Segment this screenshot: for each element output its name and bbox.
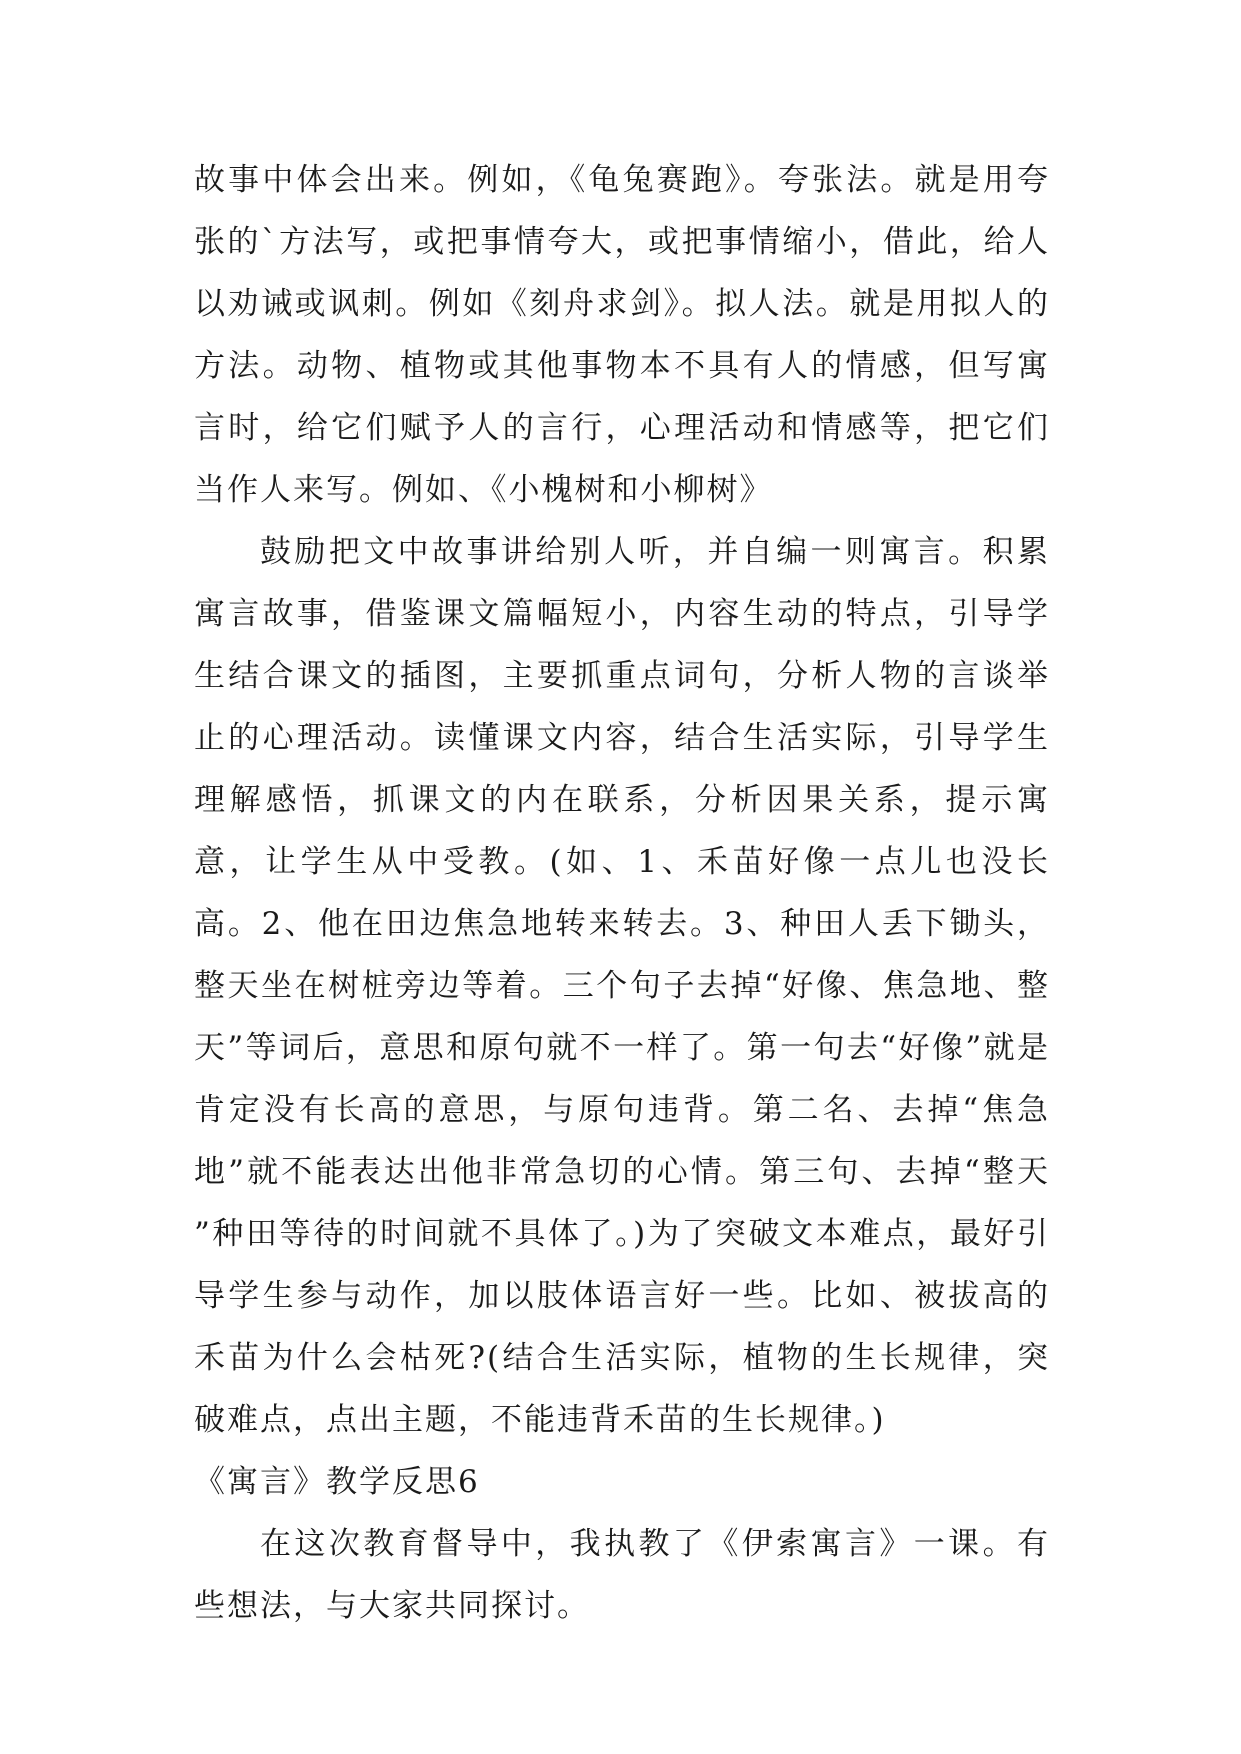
document-page bbox=[194, 149, 1050, 1637]
section-paragraph: 在这次教育督导中，我执教了《伊索寓言》一课。有些想法，与大家共同探讨。 bbox=[194, 1526, 1050, 1624]
section-title: 《寓言》教学反思6 bbox=[194, 1464, 480, 1500]
body-paragraph-1: 故事中体会出来。例如，《龟兔赛跑》。夸张法。就是用夸张的`方法写，或把事情夸大，或把事情缩小，借此，给人以劝诫或讽刺。例如《刻舟求剑》。拟人法。就是用拟人的方法。动物、植物或其他事物本不具有人的情感，但写寓言时，给它们赋予人的言行，心理活动和情感等，把它们当作人来写。例如、《小槐树和小柳树》 bbox=[194, 162, 1050, 508]
body-paragraph-2: 鼓励把文中故事讲给别人听，并自编一则寓言。积累寓言故事，借鉴课文篇幅短小，内容生动的特点，引导学生结合课文的插图，主要抓重点词句，分析人物的言谈举止的心理活动。读懂课文内容，结合生活实际，引导学生理解感悟，抓课文的内在联系，分析因果关系，提示寓意，让学生从中受教。(如、1、禾苗好像一点儿也没长高。2、他在田边焦急地转来转去。3、种田人丢下锄头，整天坐在树桩旁边等着。三个句子去掉“好像、焦急地、整天”等词后，意思和原句就不一样了。第一句去“好像”就是肯定没有长高的意思，与原句违背。第二名、去掉“焦急地”就不能表达出他非常急切的心情。第三句、去掉“整天 ”种田等待的时间就不具体了。)为了突破文本难点，最好引导学生参与动作，加以肢体语言好一些。比如、被拔高的禾苗为什么会枯死?(结合生活实际，植物的生长规律，突破难点，点出主题，不能违背禾苗的生长规律。) bbox=[194, 534, 1050, 1438]
